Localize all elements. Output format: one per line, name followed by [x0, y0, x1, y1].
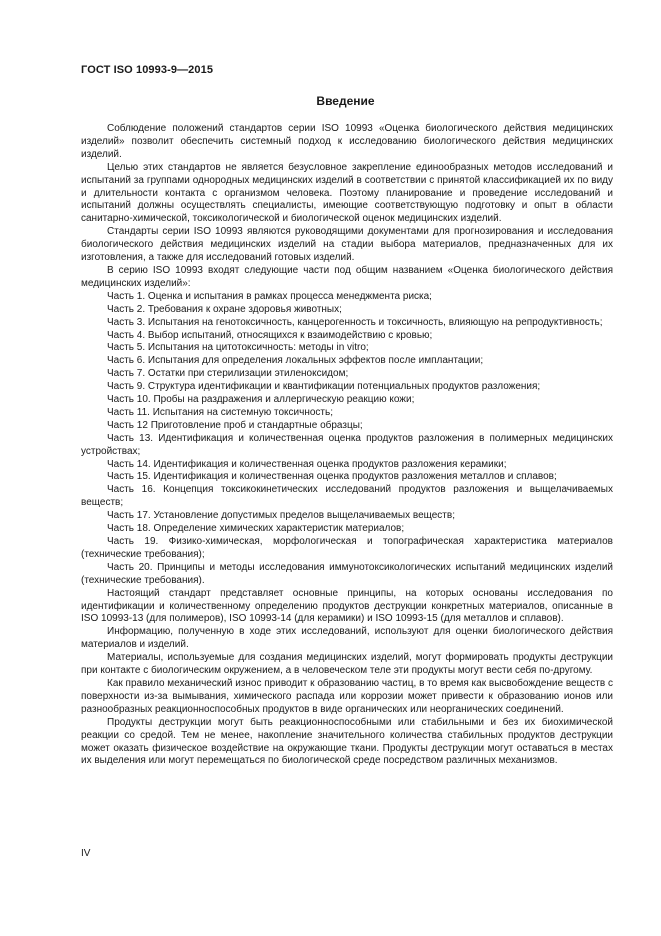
paragraph: Как правило механический износ приводит к образованию частиц, в то время как высвобождение веществ с поверхности из-за вымывания, химического распада или коррозии может привести к образованию ионов или разнообразных реакционноспособных продуктов в виде органических или неорганических соединений.: [81, 677, 613, 715]
list-item: Часть 11. Испытания на системную токсичность;: [107, 406, 333, 418]
list-item: Часть 16. Концепция токсикокинетических исследований продуктов разложения и выщелачиваемых веществ;: [81, 484, 613, 509]
document-code: ГОСТ ISO 10993-9—2015: [81, 64, 214, 76]
list-item: Часть 10. Пробы на раздражения и аллергическую реакцию кожи;: [107, 394, 415, 406]
list-item: Часть 13. Идентификация и количественная оценка продуктов разложения в полимерных медицинских устройствах;: [81, 432, 613, 457]
list-item: Часть 18. Определение химических характеристик материалов;: [107, 523, 405, 535]
list-item: Часть 20. Принципы и методы исследования иммунотоксикологических испытаний медицинских изделий (технические требования).: [81, 561, 613, 586]
paragraph: Соблюдение положений стандартов серии ISO 10993 «Оценка биологического действия медицинских изделий» позволит обеспечить системный подход к исследованию биологического действия медицинских изделий.: [81, 123, 613, 160]
body-text: [81, 123, 613, 768]
paragraph: Целью этих стандартов не является безусловное закрепление единообразных методов исследований и испытаний за группами однородных медицинских изделий в соответствии с принятой классификацией их по виду и длительности контакта с организмом человека. Поэтому планирование и проведение исследований и испытаний должны осуществлять специалисты, имеющие соответствующую подготовку и опыт в области санитарно-химической, токсикологической и биологической оценок медицинских изделий.: [81, 161, 613, 225]
list-item: Часть 9. Структура идентификации и квантификации потенциальных продуктов разложения;: [107, 381, 541, 393]
section-title: Введение: [316, 94, 375, 108]
paragraph: Информацию, полученную в ходе этих исследований, используют для оценки биологического действия материалов и изделий.: [81, 626, 613, 651]
list-item: Часть 14. Идентификация и количественная оценка продуктов разложения керамики;: [107, 458, 507, 470]
page-number: IV: [81, 848, 91, 859]
paragraph: Продукты деструкции могут быть реакционноспособными или стабильными и без их биохимической реакции со средой. Тем не менее, накопление значительного количества стабильных продуктов деструкции может оказать физическое воздействие на окружающие ткани. Продукты деструкции могут оставаться в местах их выделения или могут перемещаться по биологической среде посредством различных механизмов.: [81, 716, 613, 767]
paragraph: В серию ISO 10993 входят следующие части под общим названием «Оценка биологического действия медицинских изделий»:: [81, 264, 613, 289]
list-item: Часть 1. Оценка и испытания в рамках процесса менеджмента риска;: [107, 290, 432, 302]
paragraph: Настоящий стандарт представляет основные принципы, на которых основаны исследования по идентификации и количественному определению продуктов деструкции конкретных материалов, описанные в ISO 10993-13 (для полимеров), ISO 10993-14 (для керамики) и ISO 10993-15 (для металлов и сплавов).: [81, 587, 613, 625]
list-item: Часть 5. Испытания на цитотоксичность: методы in vitro;: [107, 342, 369, 354]
list-item: Часть 17. Установление допустимых пределов выщелачиваемых веществ;: [107, 510, 455, 522]
list-item: Часть 15. Идентификация и количественная оценка продуктов разложения металлов и сплавов;: [107, 471, 557, 483]
list-item: Часть 7. Остатки при стерилизации этиленоксидом;: [107, 368, 349, 380]
paragraph: Стандарты серии ISO 10993 являются руководящими документами для прогнозирования и исследования биологического действия медицинских изделий на стадии выбора материалов, предназначенных для их изготовления, а также для исследований готовых изделий.: [81, 226, 613, 264]
list-item: Часть 12 Приготовление проб и стандартные образцы;: [107, 419, 363, 431]
list-item: Часть 6. Испытания для определения локальных эффектов после имплантации;: [107, 355, 484, 367]
list-item: Часть 4. Выбор испытаний, относящихся к взаимодействию с кровью;: [107, 329, 433, 341]
list-item: Часть 3. Испытания на генотоксичность, канцерогенность и токсичность, влияющую на репродуктивность;: [107, 316, 603, 328]
paragraph: Материалы, используемые для создания медицинских изделий, могут формировать продукты деструкции при контакте с биологическим окружением, а в человеческом теле эти продукты могут вести себя по-другому.: [81, 652, 613, 677]
list-item: Часть 19. Физико-химическая, морфологическая и топографическая характеристика материалов (технические требования);: [81, 536, 613, 560]
list-item: Часть 2. Требования к охране здоровья животных;: [107, 303, 342, 315]
